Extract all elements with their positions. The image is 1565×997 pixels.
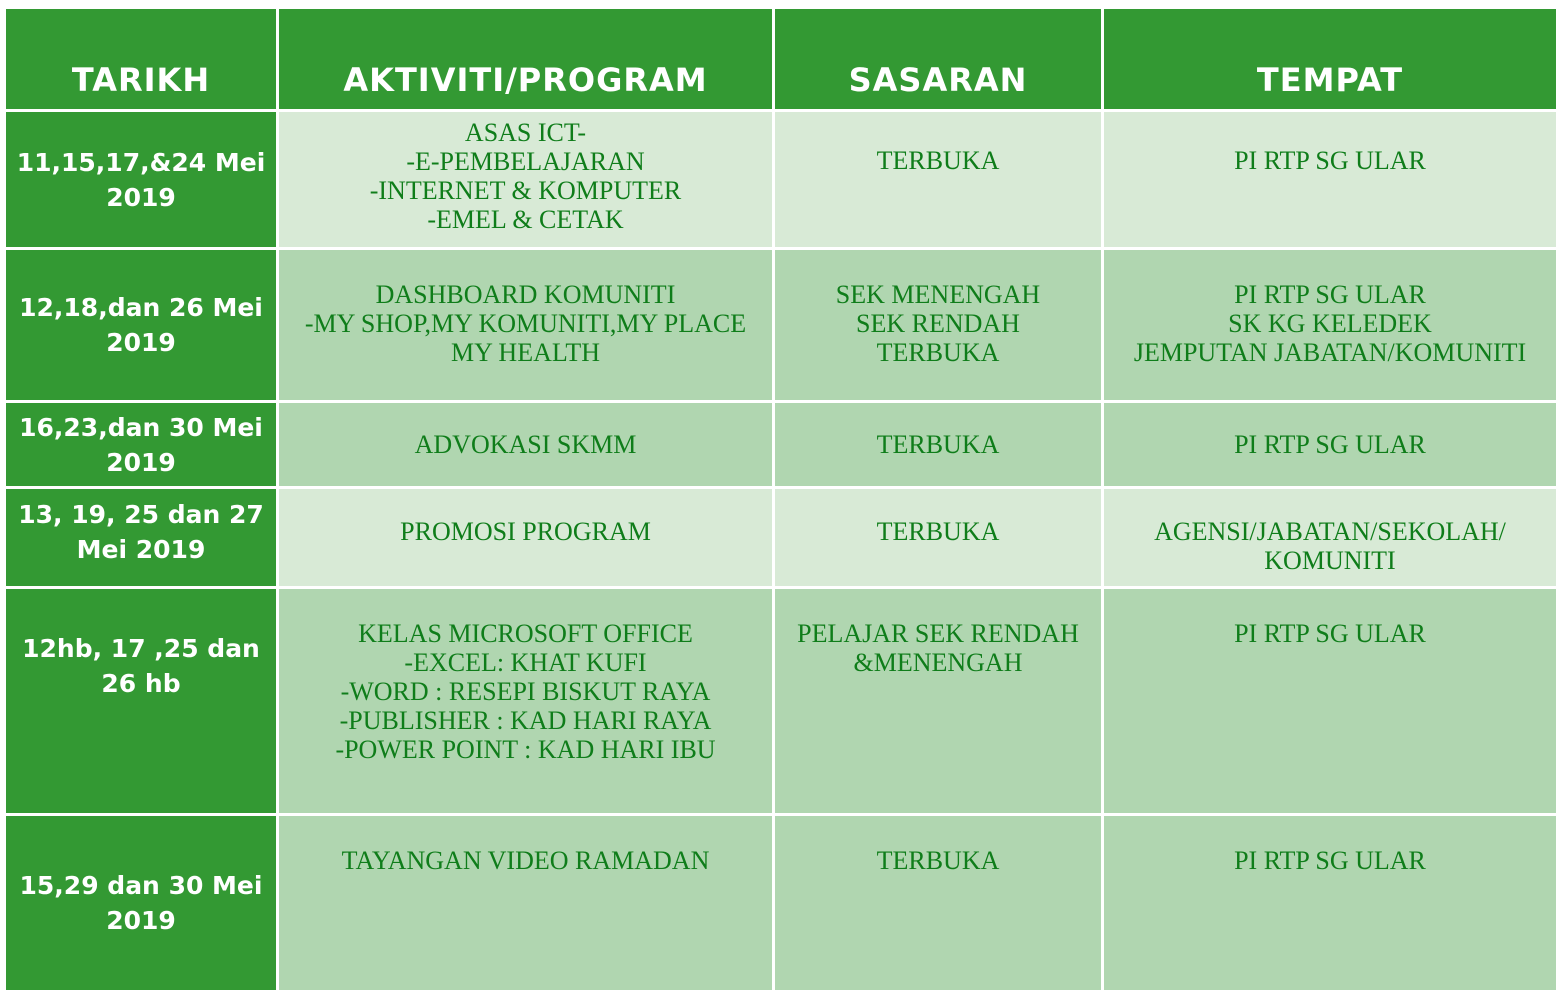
activity-line: MY HEALTH <box>450 338 601 367</box>
place-line: AGENSI/JABATAN/SEKOLAH/ <box>1154 517 1506 546</box>
activity-line: ASAS ICT- <box>464 118 587 147</box>
table-row <box>6 589 1556 813</box>
date-line: Mei 2019 <box>76 535 206 564</box>
place-line: KOMUNITI <box>1264 546 1396 575</box>
date-line: 26 hb <box>101 669 181 698</box>
activity-cell <box>279 112 772 247</box>
date-cell <box>6 112 276 247</box>
header-tempat: TEMPAT <box>1104 9 1556 109</box>
table-row <box>6 112 1556 247</box>
date-line: 2019 <box>106 182 176 212</box>
activity-line: KELAS MICROSOFT OFFICE <box>358 619 693 648</box>
activity-line: -POWER POINT : KAD HARI IBU <box>335 735 716 764</box>
date-line: 11,15,17,&24 Mei <box>16 147 266 177</box>
date-cell <box>6 489 276 586</box>
activity-line: DASHBOARD KOMUNITI <box>375 280 676 309</box>
date-cell <box>6 589 276 813</box>
activity-line: -INTERNET & KOMPUTER <box>369 176 682 205</box>
date-cell <box>6 403 276 486</box>
target-line: SEK RENDAH <box>856 309 1020 338</box>
target-line: TERBUKA <box>876 846 1000 875</box>
target-cell <box>775 403 1101 486</box>
date-line: 16,23,dan 30 Mei <box>19 412 263 442</box>
date-cell <box>6 250 276 400</box>
target-line: &MENENGAH <box>853 648 1023 677</box>
activity-line: ADVOKASI SKMM <box>414 430 637 459</box>
place-line: PI RTP SG ULAR <box>1234 280 1426 309</box>
place-cell <box>1104 112 1556 247</box>
activity-line: -EMEL & CETAK <box>427 205 624 234</box>
target-cell <box>775 112 1101 247</box>
header-sasaran: SASARAN <box>775 9 1101 109</box>
target-line: TERBUKA <box>876 146 1000 175</box>
table-row <box>6 250 1556 400</box>
date-cell <box>6 816 276 990</box>
place-cell <box>1104 589 1556 813</box>
activity-cell <box>279 250 772 400</box>
schedule-table <box>3 6 1559 993</box>
activity-cell <box>279 403 772 486</box>
place-cell <box>1104 489 1556 586</box>
activity-line: -MY SHOP,MY KOMUNITI,MY PLACE <box>304 309 747 338</box>
target-cell <box>775 250 1101 400</box>
activity-cell <box>279 589 772 813</box>
date-line: 12hb, 17 ,25 dan <box>22 634 260 663</box>
header-tarikh: TARIKH <box>6 9 276 109</box>
target-cell <box>775 489 1101 586</box>
place-line: JEMPUTAN JABATAN/KOMUNITI <box>1133 338 1527 367</box>
date-line: 2019 <box>106 447 176 477</box>
target-line: TERBUKA <box>876 430 1000 459</box>
activity-line: -E-PEMBELAJARAN <box>406 147 645 176</box>
date-line: 13, 19, 25 dan 27 <box>18 500 264 529</box>
date-line: 12,18,dan 26 Mei <box>19 293 263 322</box>
activity-line: -PUBLISHER : KAD HARI RAYA <box>339 706 712 735</box>
activity-line: PROMOSI PROGRAM <box>400 517 651 546</box>
date-line: 2019 <box>106 328 176 357</box>
target-cell <box>775 816 1101 990</box>
place-line: PI RTP SG ULAR <box>1234 619 1426 648</box>
activity-line: TAYANGAN VIDEO RAMADAN <box>341 846 710 875</box>
target-line: TERBUKA <box>876 517 1000 546</box>
activity-line: -EXCEL: KHAT KUFI <box>404 648 647 677</box>
place-cell <box>1104 403 1556 486</box>
target-line: SEK MENENGAH <box>835 280 1041 309</box>
target-cell <box>775 589 1101 813</box>
table-row <box>6 403 1556 486</box>
date-line: 2019 <box>106 906 176 935</box>
target-line: TERBUKA <box>876 338 1000 367</box>
table-row <box>6 816 1556 990</box>
date-line: 15,29 dan 30 Mei <box>19 871 263 900</box>
activity-cell <box>279 489 772 586</box>
header-aktiviti-program: AKTIVITI/PROGRAM <box>279 9 772 109</box>
place-line: PI RTP SG ULAR <box>1234 430 1426 459</box>
header-row <box>6 9 1556 109</box>
place-cell <box>1104 816 1556 990</box>
place-line: SK KG KELEDEK <box>1228 309 1432 338</box>
place-line: PI RTP SG ULAR <box>1234 146 1426 175</box>
table-row <box>6 489 1556 586</box>
place-line: PI RTP SG ULAR <box>1234 846 1426 875</box>
target-line: PELAJAR SEK RENDAH <box>797 619 1079 648</box>
place-cell <box>1104 250 1556 400</box>
activity-cell <box>279 816 772 990</box>
activity-line: -WORD : RESEPI BISKUT RAYA <box>340 677 711 706</box>
